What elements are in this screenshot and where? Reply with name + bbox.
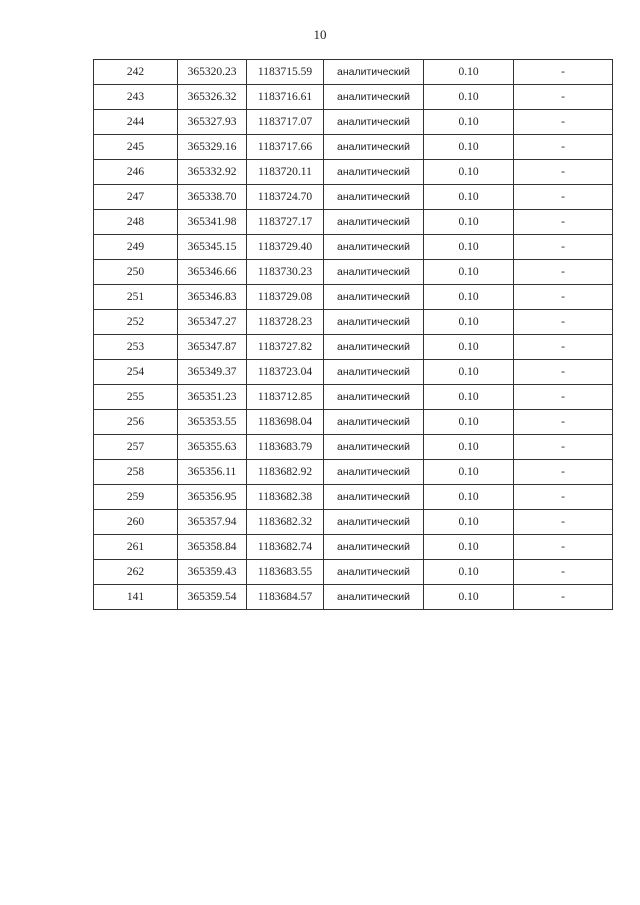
point-number-cell: 255 (94, 385, 178, 410)
note-cell: - (514, 185, 613, 210)
y-coordinate-cell: 1183715.59 (247, 60, 324, 85)
x-coordinate-cell: 365357.94 (178, 510, 247, 535)
x-coordinate-cell: 365327.93 (178, 110, 247, 135)
accuracy-cell: 0.10 (424, 560, 514, 585)
accuracy-cell: 0.10 (424, 160, 514, 185)
point-number-cell: 248 (94, 210, 178, 235)
point-number-cell: 245 (94, 135, 178, 160)
table-row (94, 485, 613, 510)
point-number-cell: 243 (94, 85, 178, 110)
table-row (94, 510, 613, 535)
coordinates-table-body (94, 60, 613, 610)
point-number-cell: 259 (94, 485, 178, 510)
accuracy-cell: 0.10 (424, 285, 514, 310)
accuracy-cell: 0.10 (424, 335, 514, 360)
accuracy-cell: 0.10 (424, 85, 514, 110)
method-cell: аналитический (324, 85, 424, 110)
point-number-cell: 242 (94, 60, 178, 85)
table-row (94, 460, 613, 485)
y-coordinate-cell: 1183682.38 (247, 485, 324, 510)
method-cell: аналитический (324, 110, 424, 135)
page-number: 10 (313, 27, 327, 42)
x-coordinate-cell: 365353.55 (178, 410, 247, 435)
point-number-cell: 244 (94, 110, 178, 135)
note-cell: - (514, 360, 613, 385)
table-row (94, 285, 613, 310)
method-cell: аналитический (324, 485, 424, 510)
accuracy-cell: 0.10 (424, 185, 514, 210)
accuracy-cell: 0.10 (424, 485, 514, 510)
table-row (94, 435, 613, 460)
note-cell: - (514, 310, 613, 335)
table-row (94, 85, 613, 110)
y-coordinate-cell: 1183682.32 (247, 510, 324, 535)
note-cell: - (514, 285, 613, 310)
table-row (94, 410, 613, 435)
method-cell: аналитический (324, 385, 424, 410)
table-row (94, 235, 613, 260)
table-row (94, 560, 613, 585)
point-number-cell: 262 (94, 560, 178, 585)
note-cell: - (514, 160, 613, 185)
point-number-cell: 258 (94, 460, 178, 485)
x-coordinate-cell: 365355.63 (178, 435, 247, 460)
y-coordinate-cell: 1183717.07 (247, 110, 324, 135)
method-cell: аналитический (324, 135, 424, 160)
y-coordinate-cell: 1183729.40 (247, 235, 324, 260)
method-cell: аналитический (324, 410, 424, 435)
note-cell: - (514, 260, 613, 285)
coordinates-table (93, 59, 613, 610)
x-coordinate-cell: 365349.37 (178, 360, 247, 385)
method-cell: аналитический (324, 585, 424, 610)
method-cell: аналитический (324, 560, 424, 585)
y-coordinate-cell: 1183727.17 (247, 210, 324, 235)
accuracy-cell: 0.10 (424, 385, 514, 410)
y-coordinate-cell: 1183716.61 (247, 85, 324, 110)
accuracy-cell: 0.10 (424, 510, 514, 535)
point-number-cell: 257 (94, 435, 178, 460)
x-coordinate-cell: 365338.70 (178, 185, 247, 210)
x-coordinate-cell: 365359.54 (178, 585, 247, 610)
method-cell: аналитический (324, 435, 424, 460)
x-coordinate-cell: 365341.98 (178, 210, 247, 235)
table-row (94, 135, 613, 160)
x-coordinate-cell: 365346.83 (178, 285, 247, 310)
accuracy-cell: 0.10 (424, 260, 514, 285)
accuracy-cell: 0.10 (424, 110, 514, 135)
method-cell: аналитический (324, 285, 424, 310)
x-coordinate-cell: 365326.32 (178, 85, 247, 110)
x-coordinate-cell: 365347.87 (178, 335, 247, 360)
y-coordinate-cell: 1183712.85 (247, 385, 324, 410)
table-row (94, 535, 613, 560)
point-number-cell: 250 (94, 260, 178, 285)
x-coordinate-cell: 365320.23 (178, 60, 247, 85)
table-row (94, 210, 613, 235)
table-row (94, 335, 613, 360)
y-coordinate-cell: 1183729.08 (247, 285, 324, 310)
method-cell: аналитический (324, 160, 424, 185)
accuracy-cell: 0.10 (424, 435, 514, 460)
note-cell: - (514, 535, 613, 560)
note-cell: - (514, 335, 613, 360)
y-coordinate-cell: 1183730.23 (247, 260, 324, 285)
accuracy-cell: 0.10 (424, 310, 514, 335)
note-cell: - (514, 210, 613, 235)
accuracy-cell: 0.10 (424, 135, 514, 160)
table-row (94, 385, 613, 410)
point-number-cell: 261 (94, 535, 178, 560)
table-row (94, 260, 613, 285)
point-number-cell: 247 (94, 185, 178, 210)
y-coordinate-cell: 1183698.04 (247, 410, 324, 435)
point-number-cell: 252 (94, 310, 178, 335)
table-row (94, 60, 613, 85)
y-coordinate-cell: 1183727.82 (247, 335, 324, 360)
method-cell: аналитический (324, 360, 424, 385)
table-row (94, 360, 613, 385)
point-number-cell: 246 (94, 160, 178, 185)
accuracy-cell: 0.10 (424, 535, 514, 560)
table-row (94, 310, 613, 335)
x-coordinate-cell: 365346.66 (178, 260, 247, 285)
y-coordinate-cell: 1183723.04 (247, 360, 324, 385)
y-coordinate-cell: 1183720.11 (247, 160, 324, 185)
accuracy-cell: 0.10 (424, 460, 514, 485)
y-coordinate-cell: 1183682.92 (247, 460, 324, 485)
point-number-cell: 260 (94, 510, 178, 535)
method-cell: аналитический (324, 535, 424, 560)
x-coordinate-cell: 365359.43 (178, 560, 247, 585)
y-coordinate-cell: 1183684.57 (247, 585, 324, 610)
point-number-cell: 251 (94, 285, 178, 310)
point-number-cell: 254 (94, 360, 178, 385)
method-cell: аналитический (324, 185, 424, 210)
table-row (94, 585, 613, 610)
note-cell: - (514, 110, 613, 135)
point-number-cell: 256 (94, 410, 178, 435)
x-coordinate-cell: 365356.11 (178, 460, 247, 485)
accuracy-cell: 0.10 (424, 360, 514, 385)
note-cell: - (514, 485, 613, 510)
method-cell: аналитический (324, 235, 424, 260)
point-number-cell: 253 (94, 335, 178, 360)
accuracy-cell: 0.10 (424, 410, 514, 435)
x-coordinate-cell: 365332.92 (178, 160, 247, 185)
method-cell: аналитический (324, 460, 424, 485)
table-row (94, 185, 613, 210)
x-coordinate-cell: 365356.95 (178, 485, 247, 510)
method-cell: аналитический (324, 335, 424, 360)
method-cell: аналитический (324, 260, 424, 285)
note-cell: - (514, 560, 613, 585)
point-number-cell: 141 (94, 585, 178, 610)
note-cell: - (514, 410, 613, 435)
note-cell: - (514, 385, 613, 410)
method-cell: аналитический (324, 310, 424, 335)
y-coordinate-cell: 1183728.23 (247, 310, 324, 335)
method-cell: аналитический (324, 60, 424, 85)
y-coordinate-cell: 1183683.79 (247, 435, 324, 460)
x-coordinate-cell: 365345.15 (178, 235, 247, 260)
note-cell: - (514, 435, 613, 460)
x-coordinate-cell: 365358.84 (178, 535, 247, 560)
y-coordinate-cell: 1183682.74 (247, 535, 324, 560)
table-row (94, 160, 613, 185)
note-cell: - (514, 85, 613, 110)
note-cell: - (514, 460, 613, 485)
x-coordinate-cell: 365347.27 (178, 310, 247, 335)
note-cell: - (514, 585, 613, 610)
accuracy-cell: 0.10 (424, 235, 514, 260)
note-cell: - (514, 135, 613, 160)
note-cell: - (514, 235, 613, 260)
method-cell: аналитический (324, 210, 424, 235)
x-coordinate-cell: 365351.23 (178, 385, 247, 410)
table-row (94, 110, 613, 135)
point-number-cell: 249 (94, 235, 178, 260)
accuracy-cell: 0.10 (424, 60, 514, 85)
accuracy-cell: 0.10 (424, 210, 514, 235)
accuracy-cell: 0.10 (424, 585, 514, 610)
y-coordinate-cell: 1183683.55 (247, 560, 324, 585)
y-coordinate-cell: 1183717.66 (247, 135, 324, 160)
note-cell: - (514, 510, 613, 535)
x-coordinate-cell: 365329.16 (178, 135, 247, 160)
method-cell: аналитический (324, 510, 424, 535)
note-cell: - (514, 60, 613, 85)
y-coordinate-cell: 1183724.70 (247, 185, 324, 210)
